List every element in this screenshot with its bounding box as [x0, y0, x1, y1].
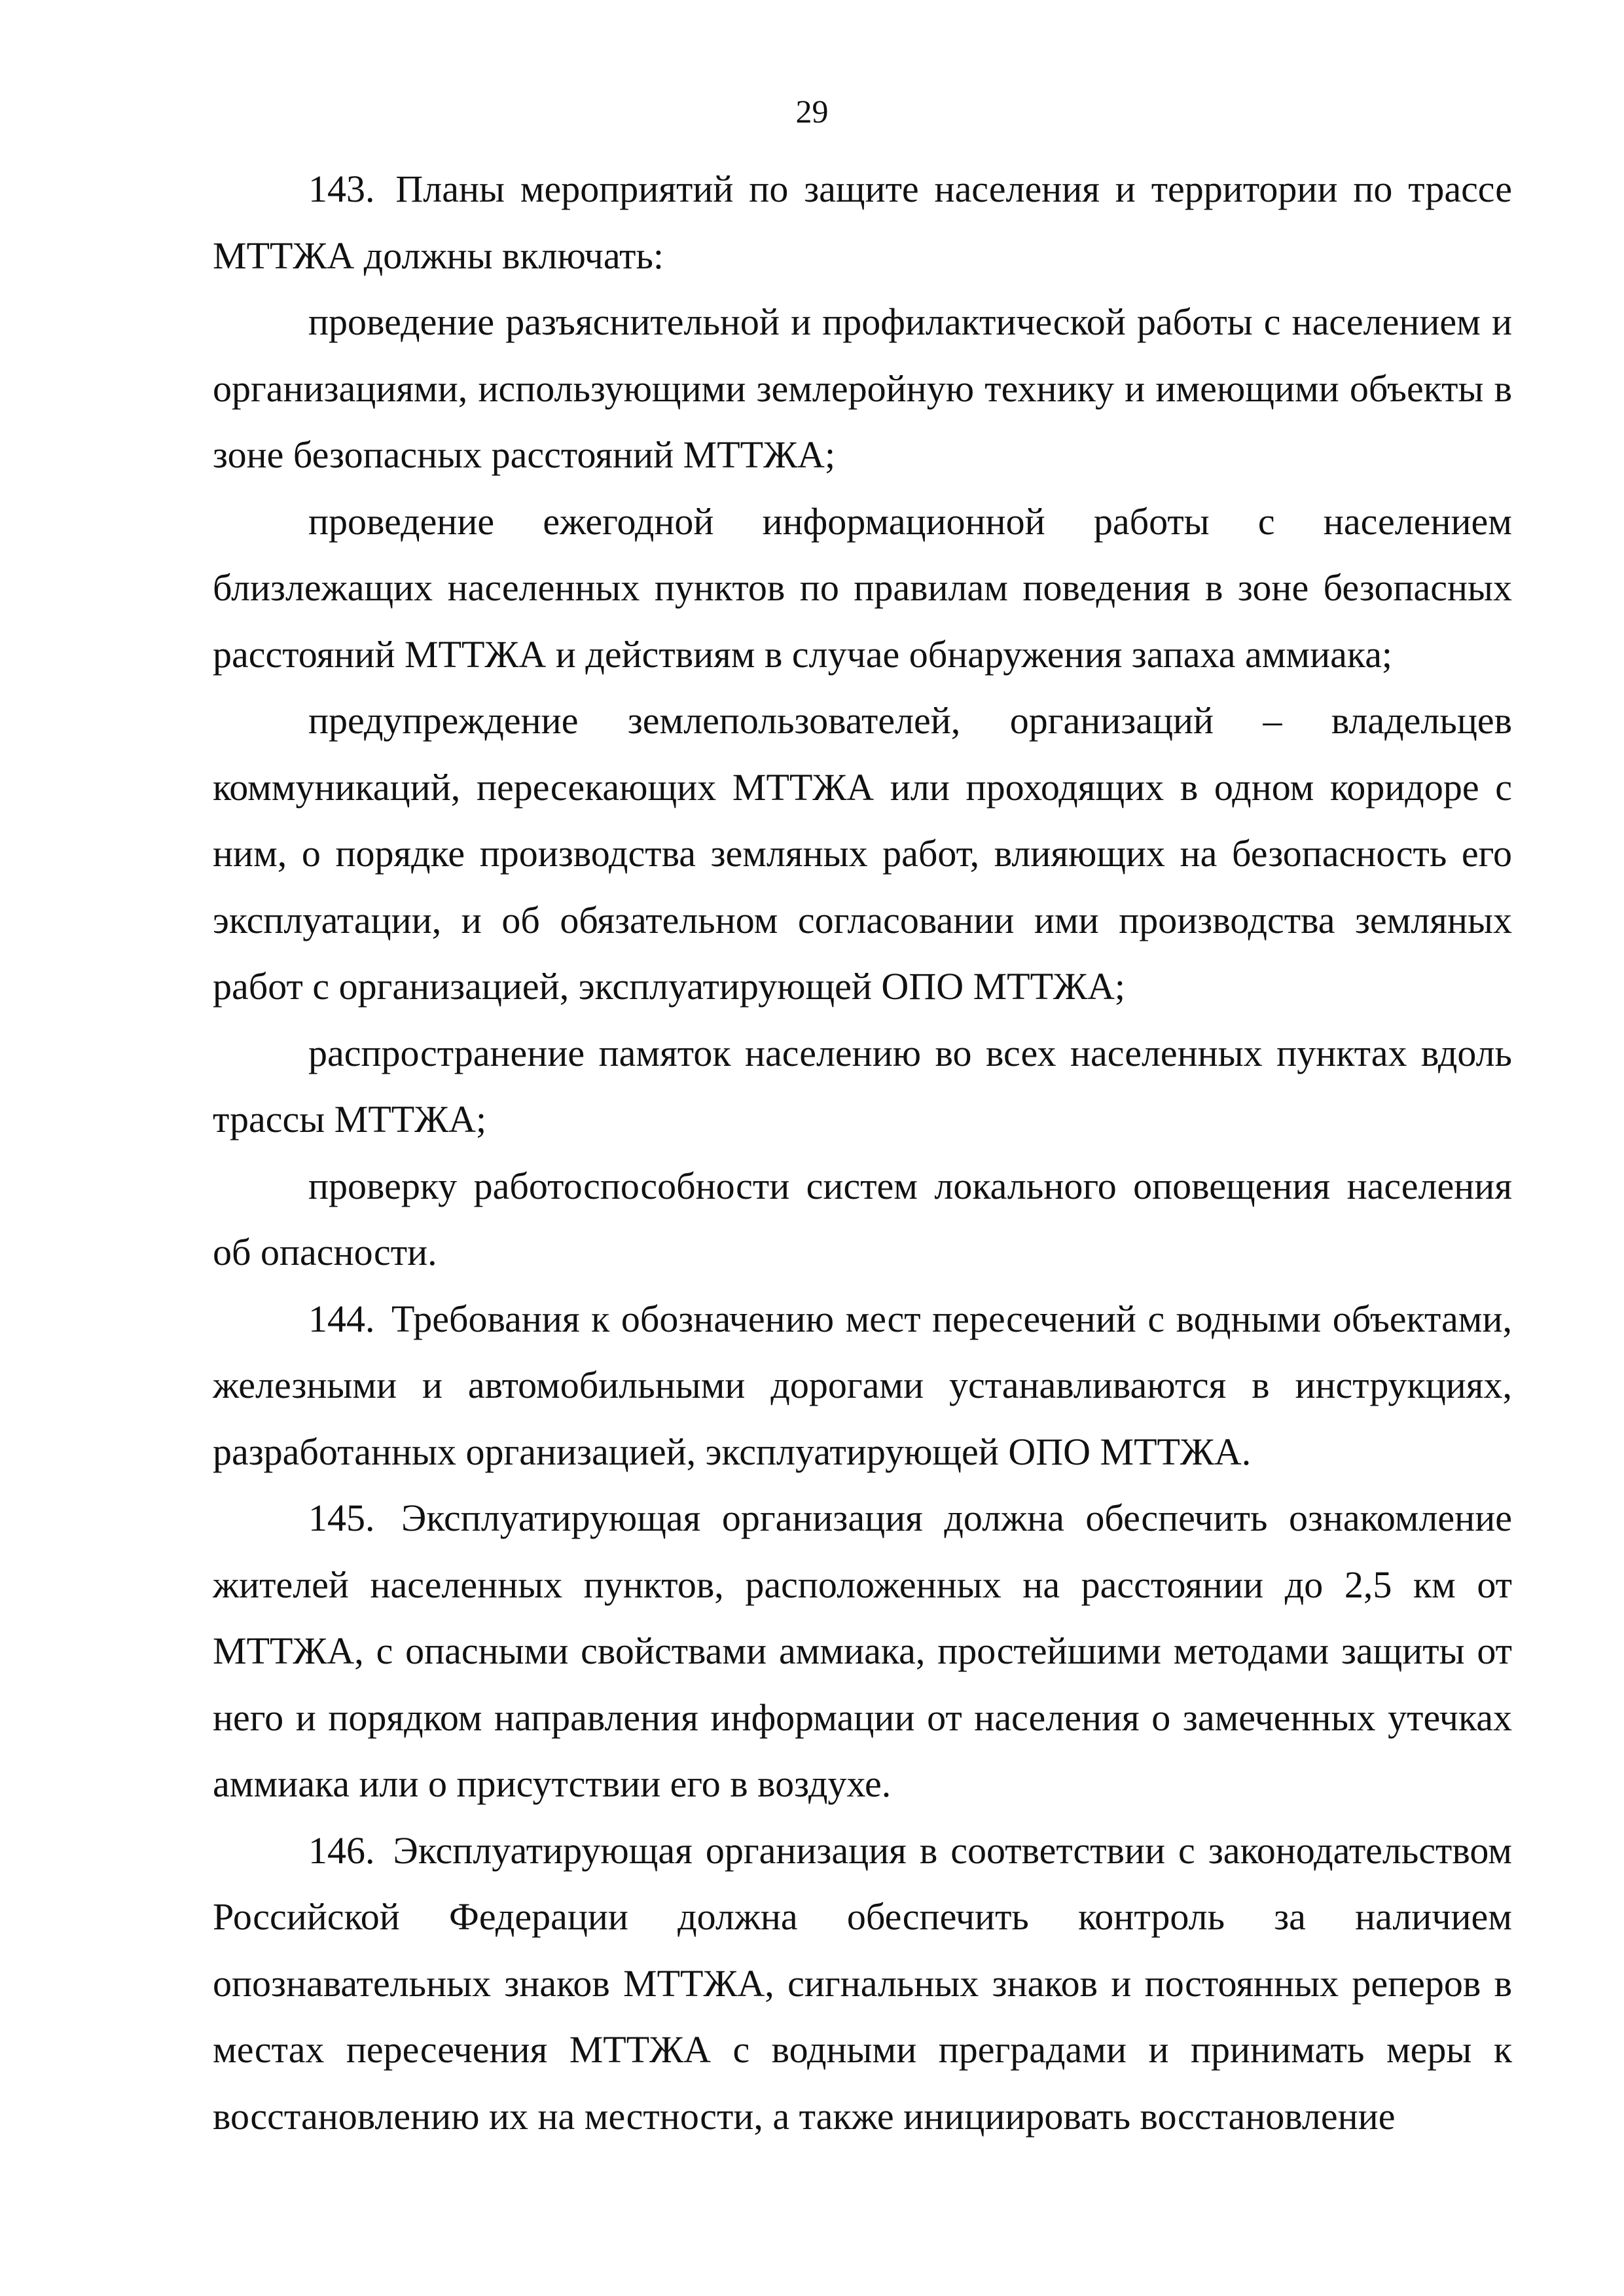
paragraph-146 [213, 1817, 1512, 2150]
paragraph-text: предупреждение землепользователей, организаций – владельцев коммуникаций, пересекающих МТТЖА или проходящих в одном коридоре с ним, о порядке производства земляных работ, влияющих на безопасность его эксплуатации, и об обязательном согласовании ими производства земляных работ с организацией, эксплуатирующей ОПО МТТЖА; [213, 699, 1512, 1008]
paragraph-144 [213, 1286, 1512, 1485]
paragraph-text: Эксплуатирующая организация в соответствии с законодательством Российской Федерации должна обеспечить контроль за наличием опознавательных знаков МТТЖА, сигнальных знаков и постоянных реперов в местах пересечения МТТЖА с водными преградами и принимать меры к восстановлению их на местности, а также инициировать восстановление [213, 1829, 1512, 2138]
paragraph-text: проведение разъяснительной и профилактической работы с населением и организациями, использующими землеройную технику и имеющими объекты в зоне безопасных расстояний МТТЖА; [213, 301, 1512, 476]
paragraph-145 [213, 1485, 1512, 1817]
list-item-memo-distribution [213, 1020, 1512, 1153]
paragraph-text: проведение ежегодной информационной работы с населением близлежащих населенных пунктов по правилам поведения в зоне безопасных расстояний МТТЖА и действиям в случае обнаружения запаха аммиака; [213, 500, 1512, 676]
list-item-annual-information-work [213, 488, 1512, 688]
list-item-explanatory-work [213, 289, 1512, 488]
paragraph-text: Требования к обозначению мест пересечений с водными объектами, железными и автомобильными дорогами устанавливаются в инструкциях, разработанных организацией, эксплуатирующей ОПО МТТЖА. [213, 1297, 1513, 1473]
page-number: 29 [795, 93, 829, 130]
paragraph-number: 145. [308, 1497, 375, 1539]
paragraph-text: распространение памяток населению во всех населенных пунктах вдоль трассы МТТЖА; [213, 1031, 1512, 1140]
list-item-land-user-warning [213, 687, 1512, 1020]
document-body [213, 156, 1512, 2149]
list-item-warning-system-check [213, 1153, 1512, 1286]
paragraph-143 [213, 156, 1512, 289]
paragraph-number: 144. [308, 1297, 375, 1340]
paragraph-number: 143. [308, 168, 375, 210]
paragraph-text: Планы мероприятий по защите населения и территории по трассе МТТЖА должны включать: [213, 168, 1513, 277]
paragraph-text: проверку работоспособности систем локального оповещения населения об опасности. [213, 1164, 1512, 1273]
paragraph-text: Эксплуатирующая организация должна обеспечить ознакомление жителей населенных пунктов, расположенных на расстоянии до 2,5 км от МТТЖА, с опасными свойствами аммиака, простейшими методами защиты от него и порядком направления информации от населения о замеченных утечках аммиака или о присутствии его в воздухе. [213, 1497, 1512, 1805]
paragraph-number: 146. [308, 1829, 375, 1872]
